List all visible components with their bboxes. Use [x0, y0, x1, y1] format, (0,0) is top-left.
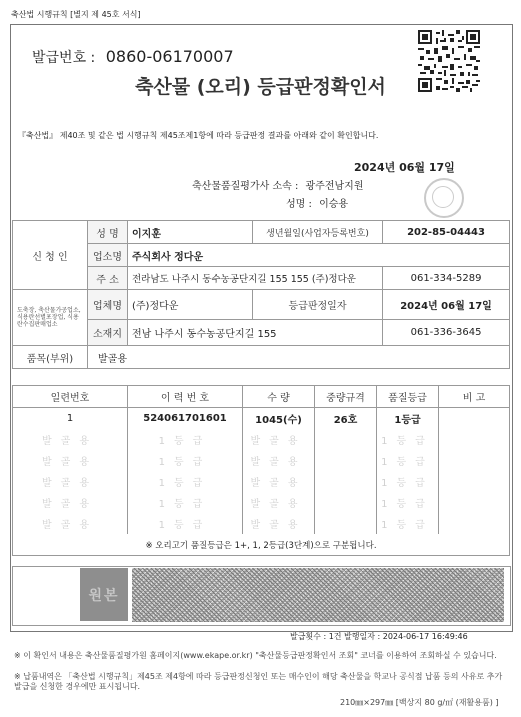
- issue-number-label: 발급번호 :: [32, 50, 96, 66]
- ghost-qty: 발골용: [243, 471, 315, 492]
- ghost-serial: 발골용: [13, 492, 128, 513]
- address-label: 주 소: [88, 267, 128, 290]
- slaughter-section-label: 도축장, 축산물가공업소, 식용란선별포장업, 식용란수집판매업소: [13, 290, 88, 346]
- row-quantity: 1045(수): [243, 408, 315, 430]
- company-label: 업소명: [88, 244, 128, 267]
- ghost-qty: 발골용: [243, 513, 315, 534]
- form-number-label: 축산법 시행규칙 [별지 제 45호 서식]: [11, 10, 141, 19]
- slaughter-phone: 061-336-3645: [383, 320, 510, 346]
- ghost-weight: [315, 492, 377, 513]
- ghost-qty: 발골용: [243, 429, 315, 450]
- slaughter-company-label: 업체명: [88, 290, 128, 320]
- ghost-serial: 발골용: [13, 471, 128, 492]
- location-label: 소재지: [88, 320, 128, 346]
- ghost-trace: 1등급: [128, 471, 243, 492]
- issuer-org-label: 축산물품질평가사 소속 :: [192, 181, 299, 192]
- original-watermark: 원본: [88, 588, 120, 604]
- ghost-weight: [315, 471, 377, 492]
- ghost-grade: 1등급: [377, 429, 439, 450]
- row-weight-spec: 26호: [315, 408, 377, 430]
- ghost-grade: 1등급: [377, 450, 439, 471]
- security-pattern: [132, 568, 504, 622]
- row-quality-grade: 1등급: [377, 408, 439, 430]
- ghost-row: [13, 450, 510, 471]
- ghost-trace: 1등급: [128, 492, 243, 513]
- ghost-qty: 발골용: [243, 492, 315, 513]
- grading-table: [12, 385, 510, 556]
- table-row: [13, 408, 510, 430]
- name-label: 성 명: [88, 221, 128, 244]
- header-serial: 일련번호: [13, 386, 128, 408]
- item-label: 품목(부위): [13, 346, 88, 369]
- header-note: 비 고: [439, 386, 510, 408]
- footer-note-2: ※ 납품내역은 「축산법 시행규칙」제45조 제4항에 따라 등급판정신청인 또는 매수인이 해당 축산물을 학교나 공식점 납품 등의 사유로 추가 발급을 신청한 경우에만 표시됩니다.: [14, 672, 503, 691]
- row-trace-number: 524061701601: [128, 408, 243, 430]
- applicant-section-label: 신 청 인: [13, 221, 88, 290]
- issuer-org: 광주전남지원: [305, 181, 364, 192]
- issue-number: 0860-06170007: [105, 47, 234, 66]
- applicant-table: [12, 220, 510, 369]
- slaughter-company: (주)정다운: [128, 290, 253, 320]
- header-trace-number: 이 력 번 호: [128, 386, 243, 408]
- header-quantity: 수 량: [243, 386, 315, 408]
- ghost-grade: 1등급: [377, 471, 439, 492]
- grading-date-label: 등급판정일자: [253, 290, 383, 320]
- ghost-trace: 1등급: [128, 513, 243, 534]
- document-title: 축산물 (오리) 등급판정확인서: [135, 76, 386, 98]
- row-note: [439, 408, 510, 430]
- ghost-weight: [315, 429, 377, 450]
- issuer-date: 2024년 06월 17일: [354, 161, 455, 174]
- applicant-phone: 061-334-5289: [383, 267, 510, 290]
- item-value: 발골용: [88, 346, 510, 369]
- ghost-weight: [315, 450, 377, 471]
- ghost-row: [13, 513, 510, 534]
- ghost-serial: 발골용: [13, 450, 128, 471]
- issue-number-row: [32, 47, 234, 67]
- footer-note-1: ※ 이 확인서 내용은 축산물품질평가원 홈페이지(www.ekape.or.kr) "축산물등급판정확인서 조회" 코너를 이용하여 조회하실 수 있습니다.: [14, 651, 497, 660]
- issuer-name: 이승용: [319, 199, 349, 210]
- grading-date: 2024년 06월 17일: [383, 290, 510, 320]
- applicant-company: 주식회사 정다운: [128, 244, 510, 267]
- issuer-name-label: 성명 :: [286, 199, 312, 210]
- issue-info: 발급횟수 : 1건 발행일자 : 2024-06-17 16:49:46: [290, 632, 468, 641]
- slaughter-location: 전남 나주시 동수농공단지길 155: [128, 320, 383, 346]
- issuer-name-row: [286, 195, 348, 210]
- intro-text: 『축산법』 제40조 및 같은 법 시행규칙 제45조제1항에 따라 등급판정 결과를 아래와 같이 확인합니다.: [18, 131, 379, 140]
- birth-label: 생년월일(사업자등록번호): [253, 221, 383, 244]
- issuer-org-row: [192, 177, 363, 192]
- paper-spec: 210㎜×297㎜ [백상지 80 g/㎡ (재활용품) ]: [340, 698, 499, 707]
- row-serial: 1: [13, 408, 128, 430]
- ghost-grade: 1등급: [377, 492, 439, 513]
- ghost-row: [13, 492, 510, 513]
- header-weight-spec: 중량규격: [315, 386, 377, 408]
- ghost-serial: 발골용: [13, 429, 128, 450]
- business-number: 202-85-04443: [383, 221, 510, 244]
- ghost-row: [13, 471, 510, 492]
- ghost-qty: 발골용: [243, 450, 315, 471]
- applicant-name: 이지훈: [128, 221, 253, 244]
- ghost-grade: 1등급: [377, 513, 439, 534]
- ghost-trace: 1등급: [128, 429, 243, 450]
- header-quality-grade: 품질등급: [377, 386, 439, 408]
- ghost-trace: 1등급: [128, 450, 243, 471]
- official-seal: [424, 178, 464, 218]
- grade-footnote: ※ 오리고기 품질등급은 1+, 1, 2등급(3단계)으로 구분됩니다.: [13, 534, 510, 556]
- applicant-address: 전라남도 나주시 동수농공단지길 155 155 (주)정다운: [128, 267, 383, 290]
- ghost-serial: 발골용: [13, 513, 128, 534]
- ghost-weight: [315, 513, 377, 534]
- ghost-row: [13, 429, 510, 450]
